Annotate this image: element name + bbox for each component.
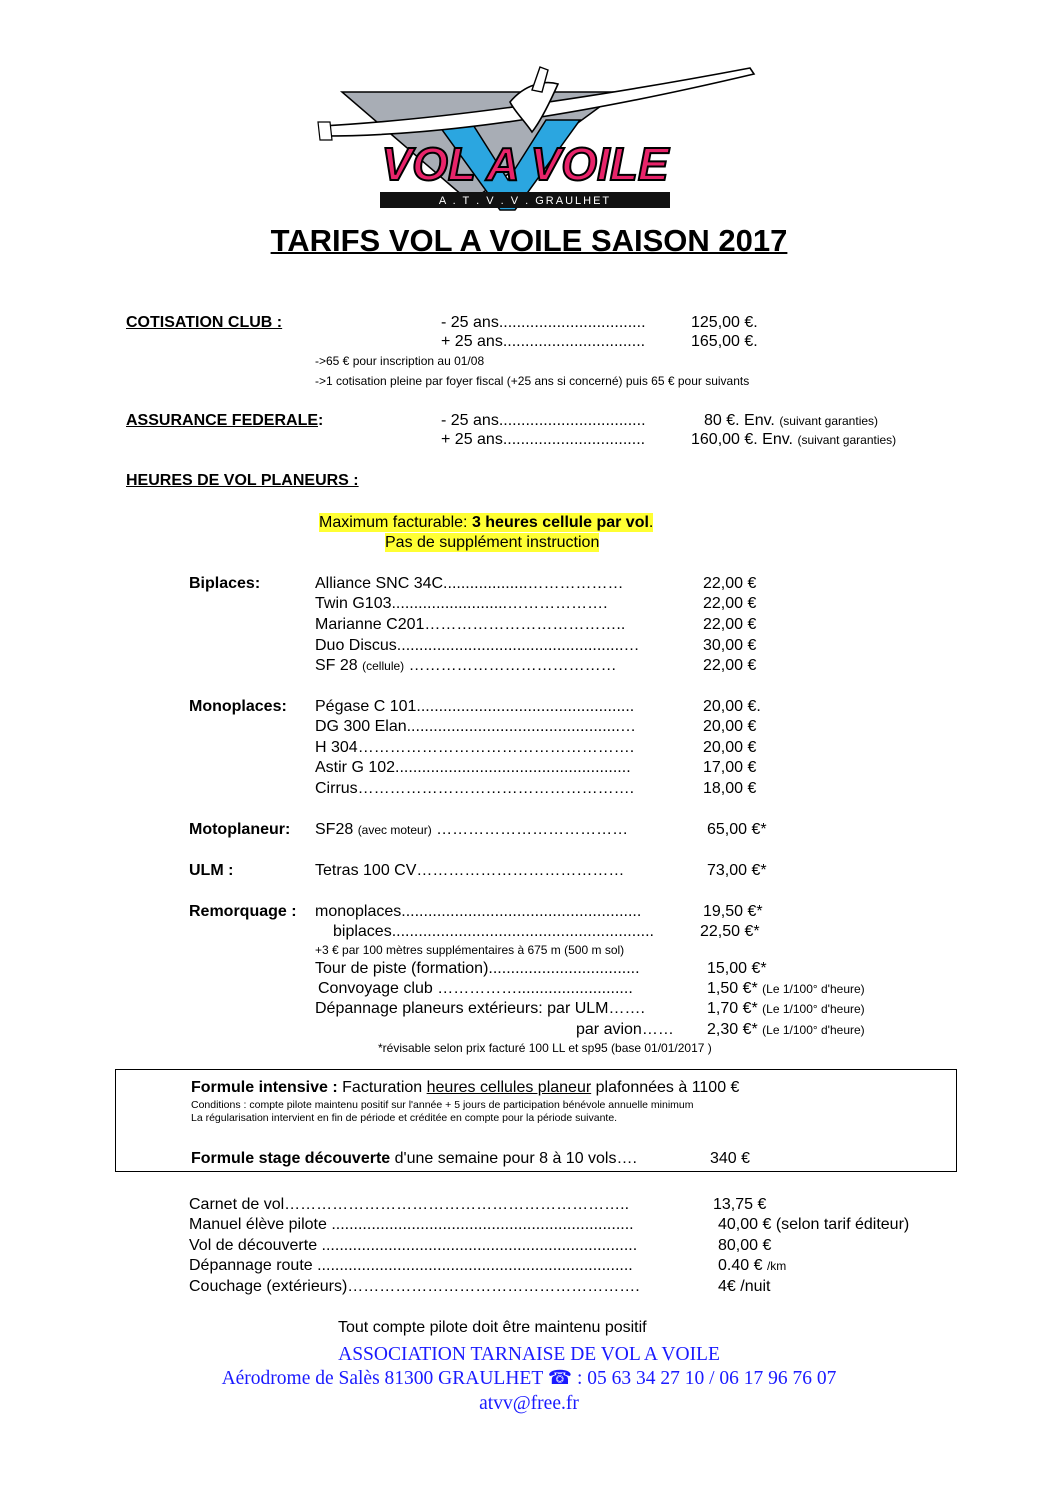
tow-price: 15,00 €* (707, 960, 767, 977)
aircraft-name: Alliance SNC 34C...................……………… (315, 575, 624, 592)
formule-intensive: Formule intensive : Facturation heures cellules planeur plafonnées à 1100 € (191, 1079, 740, 1096)
divers-name: Carnet de vol……………………………………………………….. (189, 1196, 630, 1213)
aircraft-price: 20,00 € (703, 718, 757, 735)
remorquage-label: Remorquage : (189, 903, 297, 920)
aircraft-name: Pégase C 101................................................. (315, 698, 635, 715)
cotisation-price: 125,00 €. (691, 314, 758, 331)
compte-positif-note: Tout compte pilote doit être maintenu positif (338, 1319, 647, 1336)
assurance-label: + 25 ans................................ (441, 431, 646, 448)
aircraft-price: 22,00 € (703, 575, 757, 592)
aircraft-name: Cirrus……………………………………………. (315, 780, 635, 797)
aircraft-price: 22,00 € (703, 657, 757, 674)
divers-price: 13,75 € (713, 1196, 767, 1213)
formule-regularisation: La régularisation intervient en fin de période et créditée en compte pour la période suivante. (191, 1112, 618, 1124)
formule-stage-price: 340 € (710, 1150, 751, 1167)
aircraft-price: 22,00 € (703, 595, 757, 612)
aircraft-price: 65,00 €* (707, 821, 767, 838)
association-address: Aérodrome de Salès 81300 GRAULHET ☎ : 05 63 34 27 10 / 06 17 96 76 07 (221, 1368, 837, 1389)
cotisation-label: + 25 ans................................ (441, 333, 646, 350)
formule-stage: Formule stage découverte d'une semaine pour 8 à 10 vols…. (191, 1150, 637, 1167)
page-title: TARIFS VOL A VOILE SAISON 2017 (270, 223, 788, 258)
aircraft-price: 17,00 € (703, 759, 757, 776)
aircraft-price: 22,00 € (703, 616, 757, 633)
club-logo (310, 62, 760, 214)
tow-price: 1,70 €* (Le 1/100° d'heure) (707, 1000, 865, 1017)
tow-price: 22,50 €* (700, 923, 760, 940)
aircraft-name: Duo Discus...................................................… (315, 637, 640, 654)
assurance-price: 160,00 €. Env. (suivant garanties) (691, 431, 897, 448)
logo-subtitle: A . T . V . V . GRAULHET (438, 195, 612, 207)
aircraft-name: SF28 (avec moteur) ……………………………… (315, 821, 629, 838)
association-name: ASSOCIATION TARNAISE DE VOL A VOILE (338, 1344, 720, 1365)
tow-name: monoplaces...................................................... (315, 903, 642, 920)
cotisation-note: ->1 cotisation pleine par foyer fiscal (+25 ans si concerné) puis 65 € pour suivants (315, 374, 750, 388)
aircraft-name: Astir G 102..................................................... (315, 759, 631, 776)
tow-name: par avion…… (576, 1021, 674, 1038)
tow-supplement: +3 € par 100 mètres supplémentaires à 675 m (500 m sol) (315, 943, 625, 957)
aircraft-name: DG 300 Elan................................................… (315, 718, 636, 735)
aircraft-price: 73,00 €* (707, 862, 767, 879)
biplaces-label: Biplaces: (189, 575, 261, 592)
formule-conditions: Conditions : compte pilote maintenu positif sur l'année + 5 jours de participation bénévole annuelle minimum (191, 1099, 694, 1111)
assurance-heading: ASSURANCE FEDERALE: (126, 412, 324, 429)
tow-revisable-note: *révisable selon prix facturé 100 LL et sp95 (base 01/01/2017 ) (378, 1041, 712, 1055)
cotisation-price: 165,00 €. (691, 333, 758, 350)
aircraft-price: 30,00 € (703, 637, 757, 654)
ulm-label: ULM : (189, 862, 234, 879)
cotisation-label: - 25 ans................................. (441, 314, 646, 331)
aircraft-name: Tetras 100 CV………………………………… (315, 862, 625, 879)
tow-name: Dépannage planeurs extérieurs: par ULM……. (315, 1000, 645, 1017)
divers-name: Vol de découverte ....................................................................... (189, 1237, 638, 1254)
tow-price: 2,30 €* (Le 1/100° d'heure) (707, 1021, 865, 1038)
cotisation-heading: COTISATION CLUB : (126, 314, 283, 331)
divers-price: 40,00 € (selon tarif éditeur) (718, 1216, 910, 1233)
tow-name: biplaces........................................................... (333, 923, 654, 940)
divers-name: Dépannage route ....................................................................... (189, 1257, 633, 1274)
tow-price: 1,50 €* (Le 1/100° d'heure) (707, 980, 865, 997)
aircraft-name: SF 28 (cellule) ………………………………… (315, 657, 617, 674)
aircraft-price: 20,00 € (703, 739, 757, 756)
divers-name: Couchage (extérieurs)………………………………………………. (189, 1278, 640, 1295)
aircraft-name: H 304……………………………………………. (315, 739, 635, 756)
association-email[interactable]: atvv@free.fr (479, 1393, 579, 1414)
assurance-price: 80 €. Env. (suivant garanties) (704, 412, 879, 429)
aircraft-name: Twin G103..........................………………. (315, 595, 608, 612)
logo-letters: VOL A VOILE (381, 138, 669, 190)
tow-name: Convoyage club …………….......................... (318, 980, 633, 997)
heures-heading: HEURES DE VOL PLANEURS : (126, 472, 359, 489)
divers-name: Manuel élève pilote .................................................................... (189, 1216, 634, 1233)
motoplaneur-label: Motoplaneur: (189, 821, 291, 838)
assurance-label: - 25 ans................................. (441, 412, 646, 429)
aircraft-price: 18,00 € (703, 780, 757, 797)
divers-price: 80,00 € (718, 1237, 772, 1254)
cotisation-note: ->65 € pour inscription au 01/08 (315, 354, 485, 368)
aircraft-name: Marianne C201……………………………….. (315, 616, 626, 633)
phone-icon: ☎ (547, 1368, 573, 1389)
divers-price: 0.40 € /km (718, 1257, 787, 1274)
aircraft-price: 20,00 €. (703, 698, 761, 715)
monoplaces-label: Monoplaces: (189, 698, 287, 715)
tow-name: Tour de piste (formation).................................. (315, 960, 640, 977)
divers-price: 4€ /nuit (718, 1278, 771, 1295)
tow-price: 19,50 €* (703, 903, 763, 920)
instruction-note: Pas de supplément instruction (385, 534, 600, 551)
maximum-facturable: Maximum facturable: 3 heures cellule par vol. (319, 514, 654, 531)
